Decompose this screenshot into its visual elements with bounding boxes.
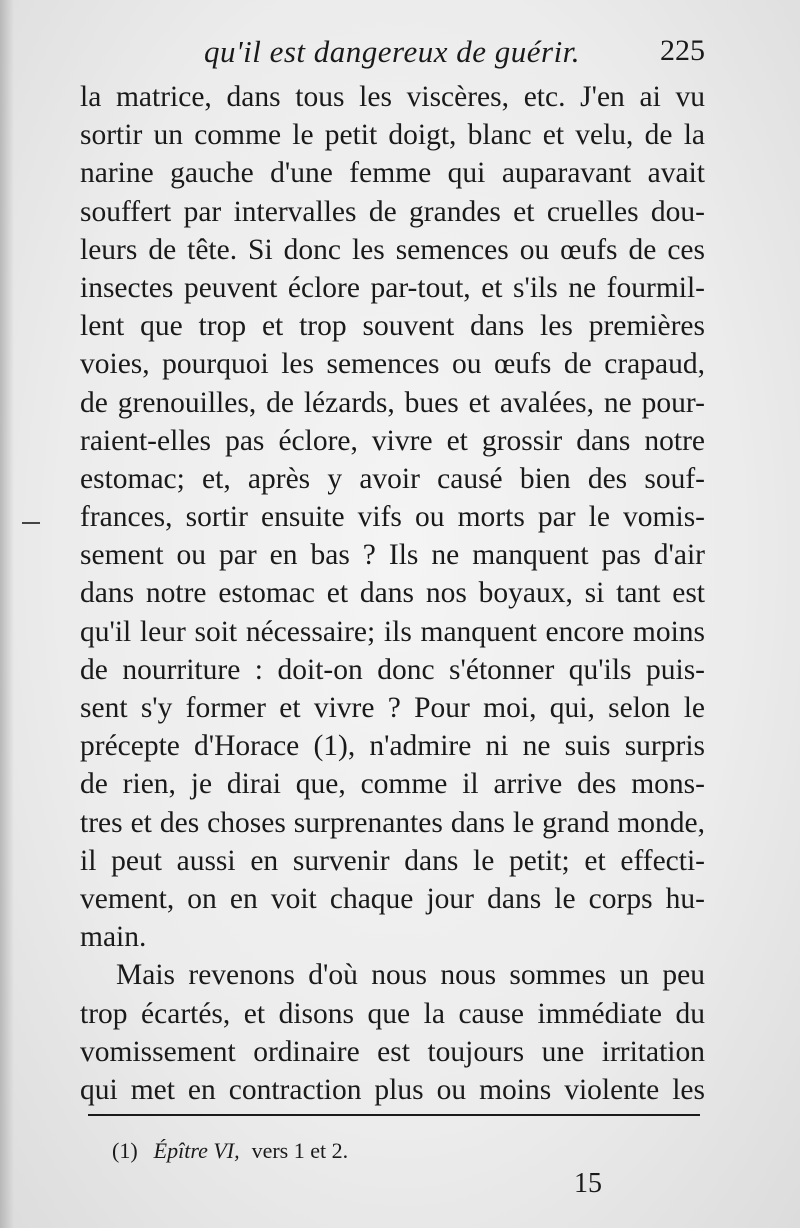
page-header	[80, 28, 705, 78]
page-edge-shadow	[0, 0, 14, 1228]
text-line: lent que trop et trop souvent dans les premières	[80, 310, 705, 343]
text-line: trop écartés, et disons que la cause immédiate du	[80, 997, 705, 1030]
text-line: voies, pourquoi les semences ou œufs de crapaud,	[80, 348, 705, 381]
text-line: main.	[80, 921, 147, 954]
text-line: tres et des choses surprenantes dans le grand monde,	[80, 806, 705, 839]
text-line: raient-elles pas éclore, vivre et grossir dans notre	[80, 424, 705, 457]
text-line: précepte d'Horace (1), n'admire ni ne suis surpris	[80, 730, 705, 763]
signature-mark: 15	[574, 1168, 602, 1199]
footnote	[112, 1136, 348, 1166]
text-line: vomissement ordinaire est toujours une irritation	[80, 1035, 705, 1068]
text-line: frances, sortir ensuite vifs ou morts par le vomis-	[80, 501, 705, 534]
text-line: qui met en contraction plus ou moins violente les	[80, 1073, 705, 1106]
running-title: qu'il est dangereux de guérir.	[204, 34, 581, 69]
footnote-title: Épître VI,	[153, 1138, 240, 1163]
text-line: qu'il leur soit nécessaire; ils manquent encore moins	[80, 615, 705, 648]
text-line: narine gauche d'une femme qui auparavant avait	[80, 157, 705, 190]
text-line: dans notre estomac et dans nos boyaux, si tant est	[80, 577, 705, 610]
paragraph-start-line: Mais revenons d'où nous nous sommes un peu	[116, 959, 705, 992]
text-line: souffert par intervalles de grandes et cruelles dou-	[80, 195, 705, 228]
text-line: insectes peuvent éclore par-tout, et s'ils ne fourmil-	[80, 271, 705, 304]
text-line: la matrice, dans tous les viscères, etc. J'en ai vu	[80, 81, 705, 113]
footnote-rule	[88, 1114, 700, 1116]
text-line: de grenouilles, de lézards, bues et avalées, ne pour-	[80, 386, 705, 419]
text-line: leurs de tête. Si donc les semences ou œufs de ces	[80, 233, 705, 266]
body-text	[80, 78, 705, 1109]
text-line: vement, on en voit chaque jour dans le corps hu-	[80, 882, 705, 915]
footnote-text: vers 1 et 2.	[251, 1138, 349, 1163]
text-line: il peut aussi en survenir dans le petit; et effecti-	[80, 844, 705, 877]
text-line: sement ou par en bas ? Ils ne manquent pas d'air	[80, 539, 705, 572]
text-line: sent s'y former et vivre ? Pour moi, qui, selon le	[80, 692, 705, 724]
footnote-ref: (1)	[112, 1138, 138, 1163]
text-line: de nourriture : doit-on donc s'étonner qu'ils puis-	[80, 653, 705, 686]
margin-mark	[22, 522, 40, 524]
text-line: estomac; et, après y avoir causé bien des souf-	[80, 462, 705, 495]
text-line: de rien, je dirai que, comme il arrive des mons-	[80, 768, 705, 801]
page-number: 225	[660, 34, 705, 67]
text-line: sortir un comme le petit doigt, blanc et velu, de la	[80, 119, 705, 152]
